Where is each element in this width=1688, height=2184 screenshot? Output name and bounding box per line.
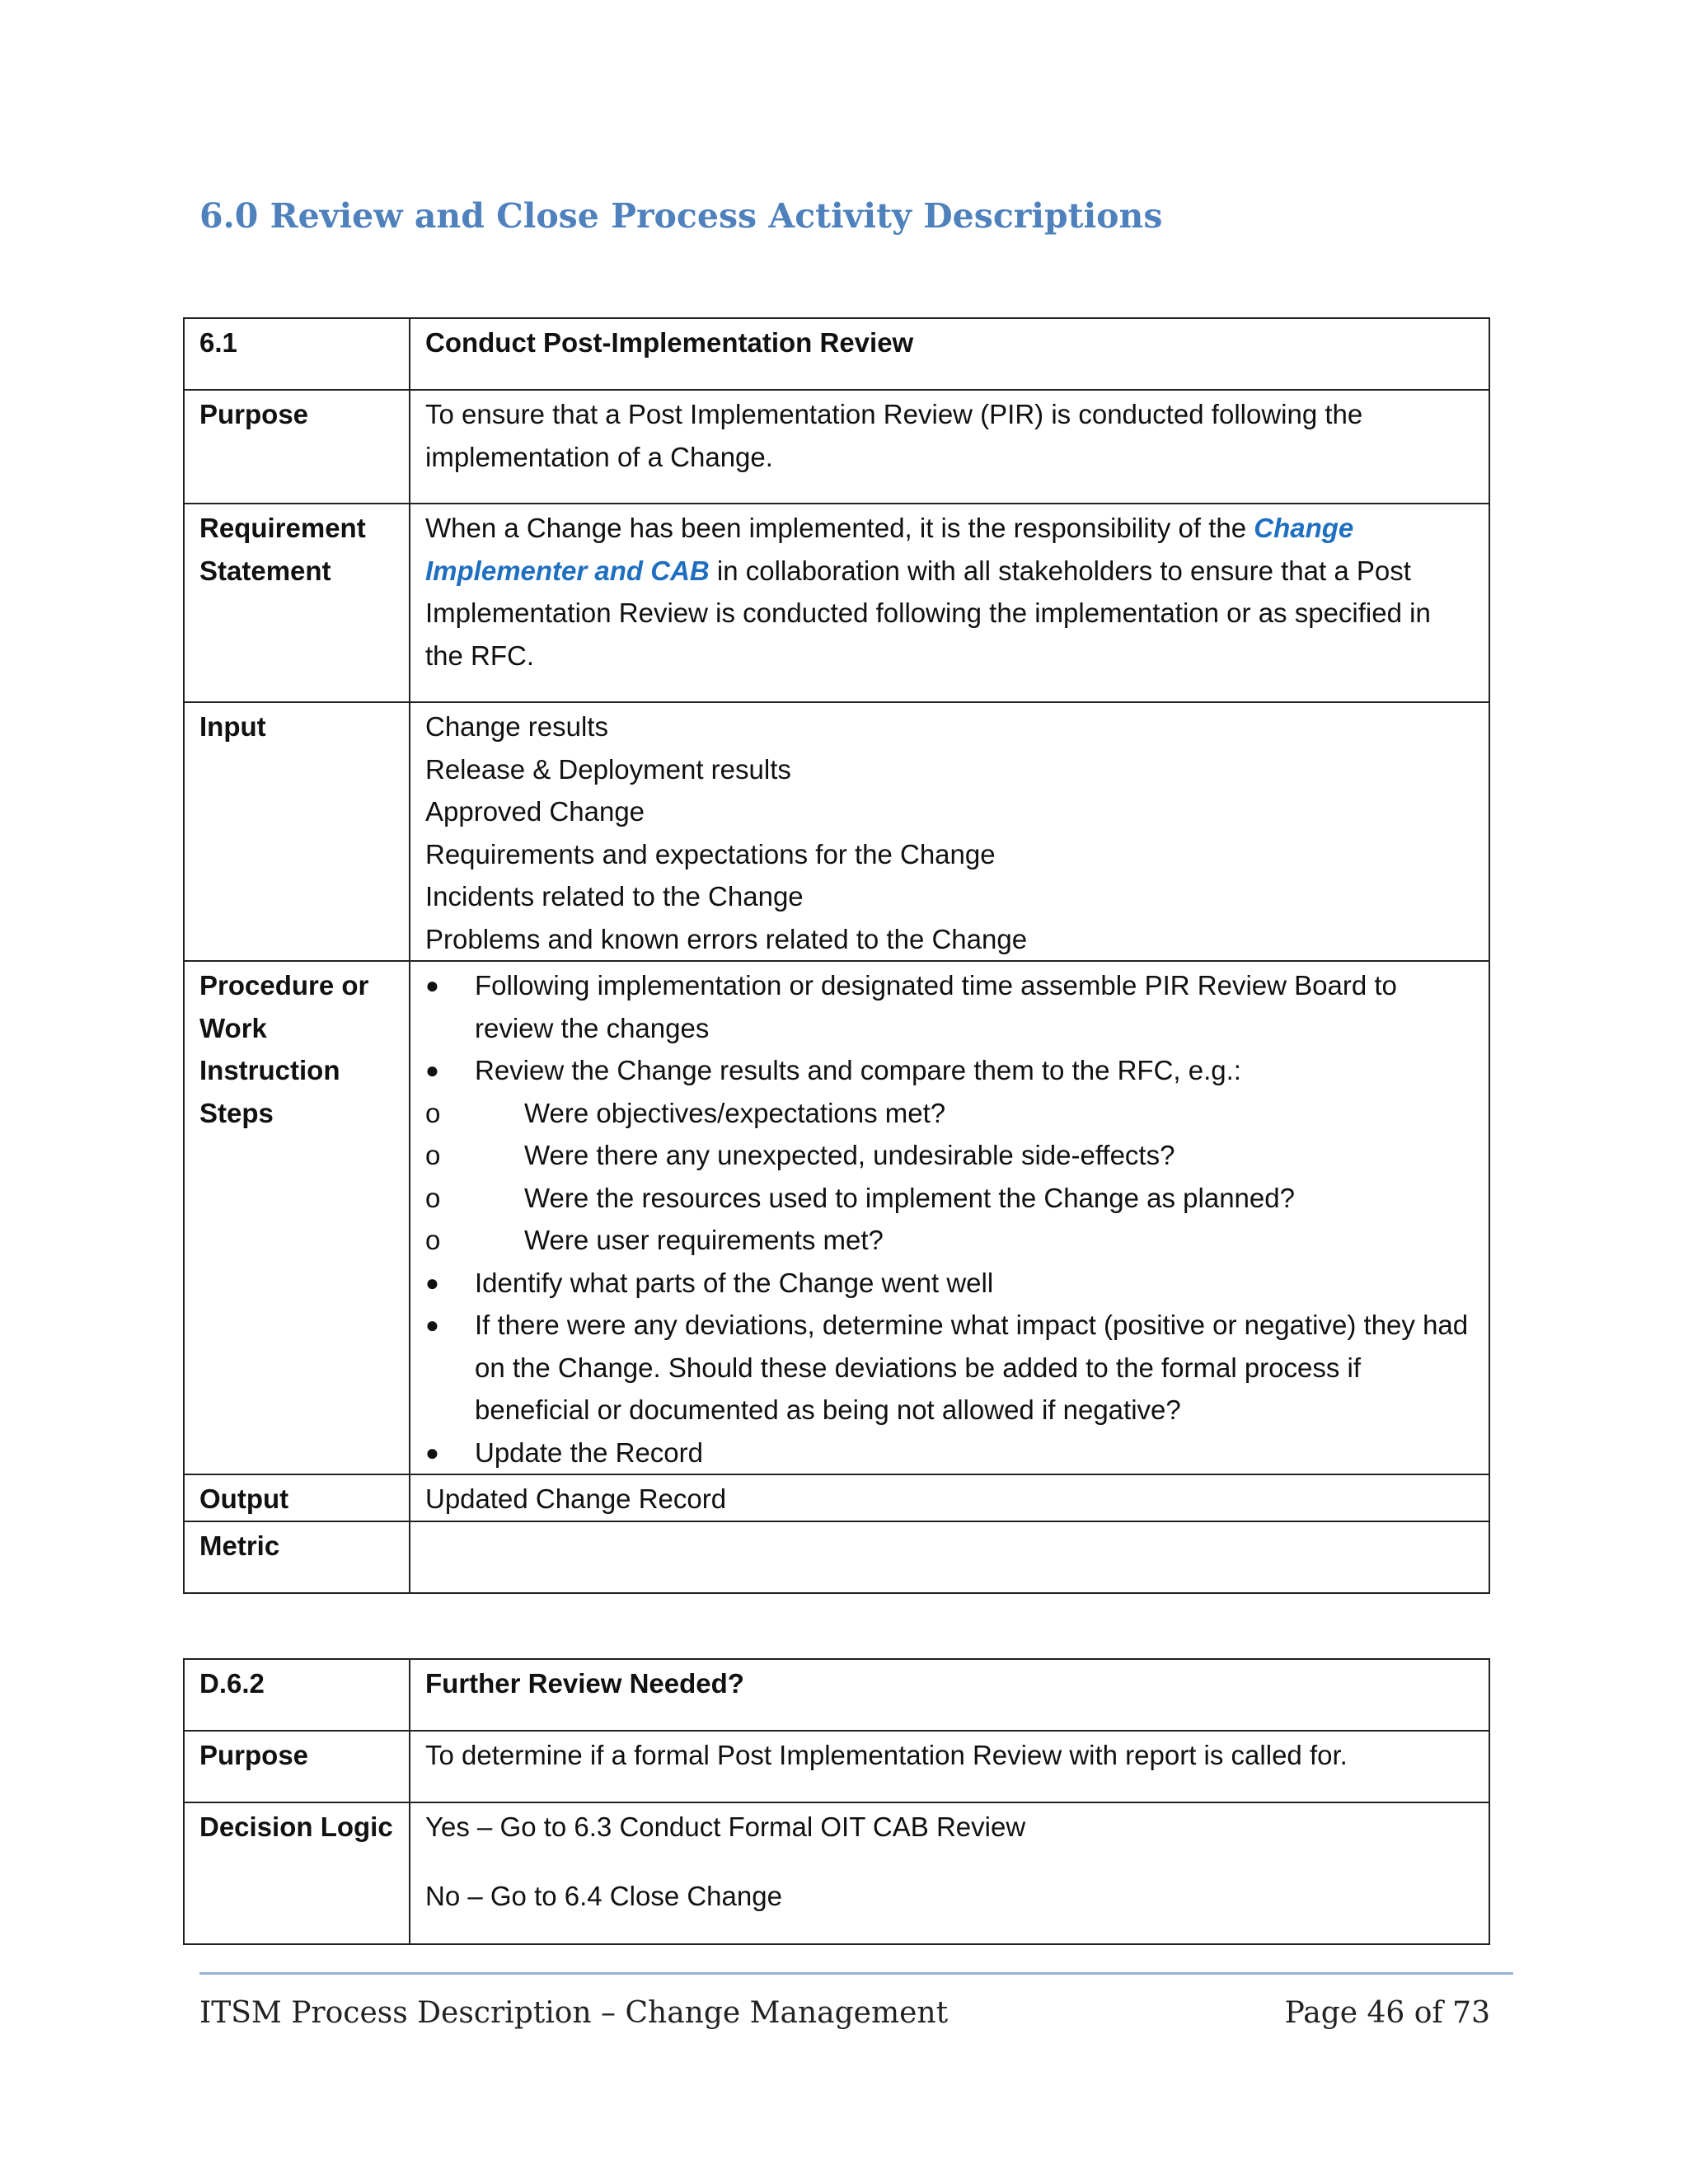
table-row bbox=[184, 1802, 1489, 1944]
input-item: Change results bbox=[425, 711, 608, 742]
input-item: Approved Change bbox=[425, 796, 645, 827]
decision-logic bbox=[410, 1802, 1489, 1944]
input-item: Release & Deployment results bbox=[425, 753, 791, 785]
step-text: Update the Record bbox=[475, 1436, 704, 1468]
requirement-text-end: in collaboration with all stakeholders to ensure that a Post Implementation Review is conducted following the implementation or as specified in the RFC. bbox=[425, 555, 1431, 671]
procedure-label: Procedure or Work Instruction Steps bbox=[184, 961, 410, 1474]
table-row bbox=[184, 1474, 1489, 1521]
table-row bbox=[184, 504, 1489, 702]
activity-table-6-1 bbox=[183, 317, 1490, 1594]
sub-step-item: o Were objectives/expectations met? bbox=[425, 1092, 1475, 1135]
activity-id: D.6.2 bbox=[184, 1659, 410, 1731]
footer-document-title: ITSM Process Description – Change Management bbox=[199, 1996, 949, 2030]
sub-step-item: o Were there any unexpected, undesirable side-effects? bbox=[425, 1134, 1475, 1177]
table-row bbox=[184, 318, 1489, 390]
purpose-text: To ensure that a Post Implementation Review (PIR) is conducted following the implementation of a Change. bbox=[410, 390, 1489, 504]
sub-step-item: o Were the resources used to implement the Change as planned? bbox=[425, 1177, 1475, 1220]
purpose-label: Purpose bbox=[184, 390, 410, 504]
input-item: Problems and known errors related to the Change bbox=[425, 923, 1028, 954]
input-label: Input bbox=[184, 702, 410, 961]
decision-label: Decision Logic bbox=[184, 1802, 410, 1944]
procedure-steps bbox=[410, 961, 1489, 1474]
metric-label: Metric bbox=[184, 1521, 410, 1593]
step-text: Review the Change results and compare them to the RFC, e.g.: bbox=[475, 1055, 1241, 1085]
input-item: Incidents related to the Change bbox=[425, 881, 804, 912]
sub-steps-list bbox=[475, 1092, 1475, 1262]
section-heading: 6.0 Review and Close Process Activity Descriptions bbox=[199, 196, 1163, 236]
step-text: If there were any deviations, determine what impact (positive or negative) they had on the Change. Should these deviations be added to the formal process if beneficial or documented as being not allowed if negative? bbox=[475, 1310, 1469, 1425]
activity-table-d-6-2 bbox=[183, 1658, 1490, 1945]
step-text: Identify what parts of the Change went well bbox=[475, 1267, 994, 1298]
input-item: Requirements and expectations for the Change bbox=[425, 838, 996, 869]
table-row bbox=[184, 702, 1489, 961]
step-item bbox=[425, 964, 1475, 1049]
activity-title: Conduct Post-Implementation Review bbox=[410, 318, 1489, 390]
decision-yes: Yes – Go to 6.3 Conduct Formal OIT CAB Review bbox=[425, 1811, 1026, 1842]
step-item bbox=[425, 1432, 1475, 1474]
purpose-label: Purpose bbox=[184, 1731, 410, 1802]
decision-no: No – Go to 6.4 Close Change bbox=[425, 1880, 782, 1911]
step-item bbox=[425, 1262, 1475, 1305]
step-item bbox=[425, 1304, 1475, 1432]
sub-step-item: o Were user requirements met? bbox=[425, 1219, 1475, 1262]
table-row bbox=[184, 390, 1489, 504]
requirement-label: Requirement Statement bbox=[184, 504, 410, 702]
steps-list bbox=[425, 964, 1475, 1474]
footer-page-number: Page 46 of 73 bbox=[1284, 1996, 1490, 2030]
activity-id: 6.1 bbox=[184, 318, 410, 390]
role-link[interactable]: Change Implementer and CAB bbox=[425, 513, 1354, 586]
step-item bbox=[425, 1049, 1475, 1262]
input-list bbox=[410, 702, 1489, 961]
metric-text bbox=[410, 1521, 1489, 1593]
table-row bbox=[184, 1659, 1489, 1731]
step-text: Following implementation or designated time assemble PIR Review Board to review the changes bbox=[475, 970, 1397, 1043]
purpose-text: To determine if a formal Post Implementation Review with report is called for. bbox=[410, 1731, 1489, 1802]
table-row bbox=[184, 961, 1489, 1474]
output-label: Output bbox=[184, 1474, 410, 1521]
footer-divider bbox=[199, 1972, 1513, 1975]
table-row bbox=[184, 1521, 1489, 1593]
output-text: Updated Change Record bbox=[410, 1474, 1489, 1521]
requirement-text-start: When a Change has been implemented, it is the responsibility of the bbox=[425, 513, 1254, 543]
requirement-text bbox=[410, 504, 1489, 702]
activity-title: Further Review Needed? bbox=[410, 1659, 1489, 1731]
table-row bbox=[184, 1731, 1489, 1802]
